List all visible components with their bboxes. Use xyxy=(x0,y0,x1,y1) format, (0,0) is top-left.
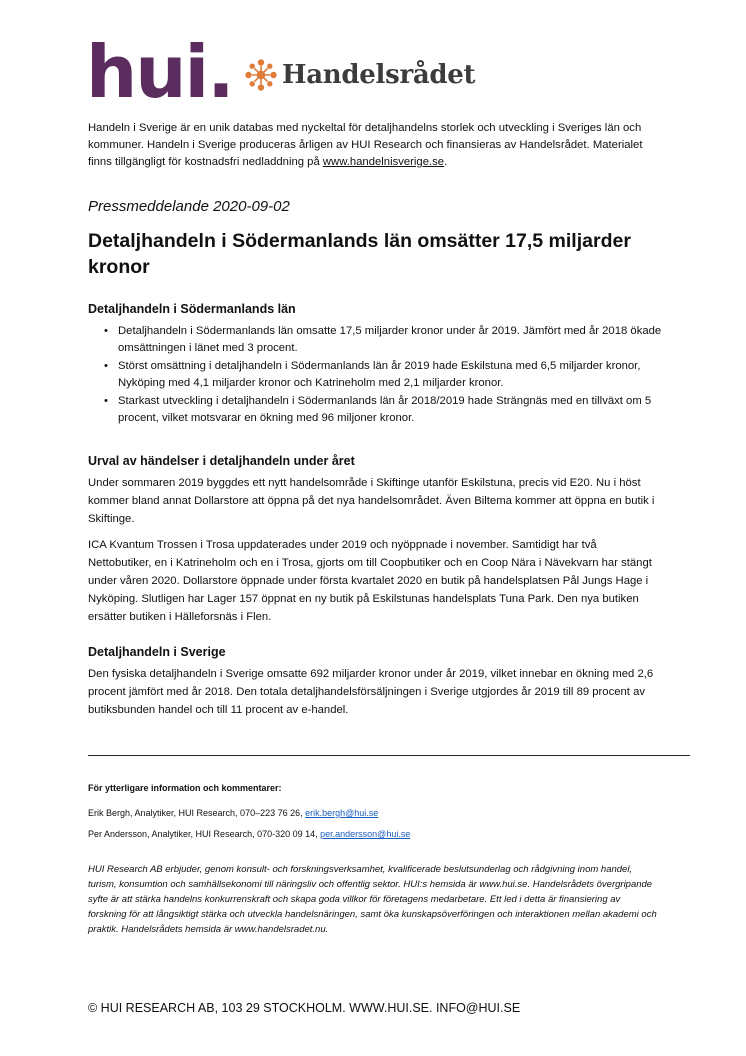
handelnisverige-link[interactable]: www.handelnisverige.se xyxy=(322,156,445,168)
hui-logo: hui. xyxy=(86,30,233,114)
bullet-icon: • xyxy=(104,395,108,407)
bullet-list xyxy=(88,323,663,428)
section-heading-sverige: Detaljhandeln i Sverige xyxy=(88,645,226,659)
about-paragraph: HUI Research AB erbjuder, genom konsult- och forskningsverksamhet, kvalificerade beslutsunderlag och rådgivning inom handel, turism, konsumtion och samhällsekonomi till näringsliv och offentlig sektor. HUI:s hemsida är www.hui.se. Handelsrådets övergripande syfte är att stärka handelns konkurrenskraft och skapa goda villkor för företagens medarbetare. Ett led i detta är finansiering av forskning för att långsiktigt stärka och utveckla handelsnäringen, samt öka kunskapsöverföringen och interaktionen mellan akademi och praktik. Handelsrådets hemsida är www.handelsradet.nu. xyxy=(88,864,657,935)
intro-paragraph xyxy=(88,120,663,171)
press-date: Pressmeddelande 2020-09-02 xyxy=(88,198,290,215)
email-link-per[interactable]: per.andersson@hui.se xyxy=(320,829,411,839)
email-link-erik[interactable]: erik.bergh@hui.se xyxy=(305,808,379,818)
events-paragraph-2: ICA Kvantum Trossen i Trosa uppdaterades under 2019 och nyöppnade i november. Samtidigt har två Nettobutiker, en i Katrineholm och en i Trosa, gjorts om till Coopbutiker och en Coop Nära i Nävekvarn har stängt under våren 2020. Dollarstore öppnade under första kvartalet 2020 en butik på handelsplatsen Pål Jungs Hage i Nyköping. Slutligen har Lager 157 öppnat en ny butik på Eskilstunas handelsplats Tuna Park. Den nya butiken ersätter butiken i Hälleforsnäs i Flen. xyxy=(88,539,652,623)
sverige-paragraph: Den fysiska detaljhandeln i Sverige omsatte 692 miljarder kronor under år 2019, vilket innebar en ökning med 2,6 procent jämfört med år 2018. Den totala detaljhandelsförsäljningen i Sverige utgjordes år 2019 till 89 procent av butiksbunden handel och till 11 procent av e-handel. xyxy=(88,668,654,716)
handelsradet-emblem-icon xyxy=(244,58,278,92)
intro-text: Handeln i Sverige är en unik databas med nyckeltal för detaljhandelns storlek och utveckling i Sveriges län och kommuner. Handeln i Sverige produceras årligen av HUI Research och finansieras av Handelsrådet. Materialet finns tillgängligt för kostnadsfri nedladdning på xyxy=(88,122,643,168)
list-item xyxy=(88,393,663,427)
contact-erik-text: Erik Bergh, Analytiker, HUI Research, 070–223 76 26, xyxy=(88,808,306,818)
intro-end: . xyxy=(444,156,448,168)
handelsradet-wordmark: Handelsrådet xyxy=(282,60,476,90)
contact-per xyxy=(88,829,410,839)
bullet-text: Starkast utveckling i detaljhandeln i Södermanlands län år 2018/2019 hade Strängnäs med en tillväxt om 5 procent, vilket motsvarar en ökning med 96 miljoner kronor. xyxy=(118,395,652,424)
list-item xyxy=(88,323,663,357)
contact-heading: För ytterligare information och kommentarer: xyxy=(88,783,282,793)
contact-per-text: Per Andersson, Analytiker, HUI Research, 070-320 09 14, xyxy=(88,829,321,839)
events-paragraph-1: Under sommaren 2019 byggdes ett nytt handelsområde i Skiftinge utanför Eskilstuna, precis vid E20. Nu i höst kommer bland annat Dollarstore att öppna på det nya handelsområdet. Även Biltema kommer att öppna en butik i Skiftinge. xyxy=(88,477,655,525)
handelsradet-logo xyxy=(244,58,475,92)
bullet-text: Störst omsättning i detaljhandeln i Södermanlands län år 2019 hade Eskilstuna med 6,5 miljarder kronor, Nyköping med 4,1 miljarder kronor och Katrineholm med 2,1 miljarder kronor. xyxy=(118,360,641,389)
bullet-icon: • xyxy=(104,360,108,372)
footer: © HUI RESEARCH AB, 103 29 STOCKHOLM. WWW.HUI.SE. INFO@HUI.SE xyxy=(88,1001,521,1015)
list-item xyxy=(88,358,663,392)
page-title: Detaljhandeln i Södermanlands län omsätter 17,5 miljarder kronor xyxy=(88,230,631,278)
section-heading-events: Urval av händelser i detaljhandeln under året xyxy=(88,454,355,468)
contact-erik xyxy=(88,808,378,818)
bullet-text: Detaljhandeln i Södermanlands län omsatte 17,5 miljarder kronor under år 2019. Jämfört med år 2018 ökade omsättningen i länet med 3 procent. xyxy=(118,325,662,354)
bullet-icon: • xyxy=(104,325,108,337)
divider xyxy=(88,755,690,756)
section-heading-sodermanland: Detaljhandeln i Södermanlands län xyxy=(88,302,296,316)
